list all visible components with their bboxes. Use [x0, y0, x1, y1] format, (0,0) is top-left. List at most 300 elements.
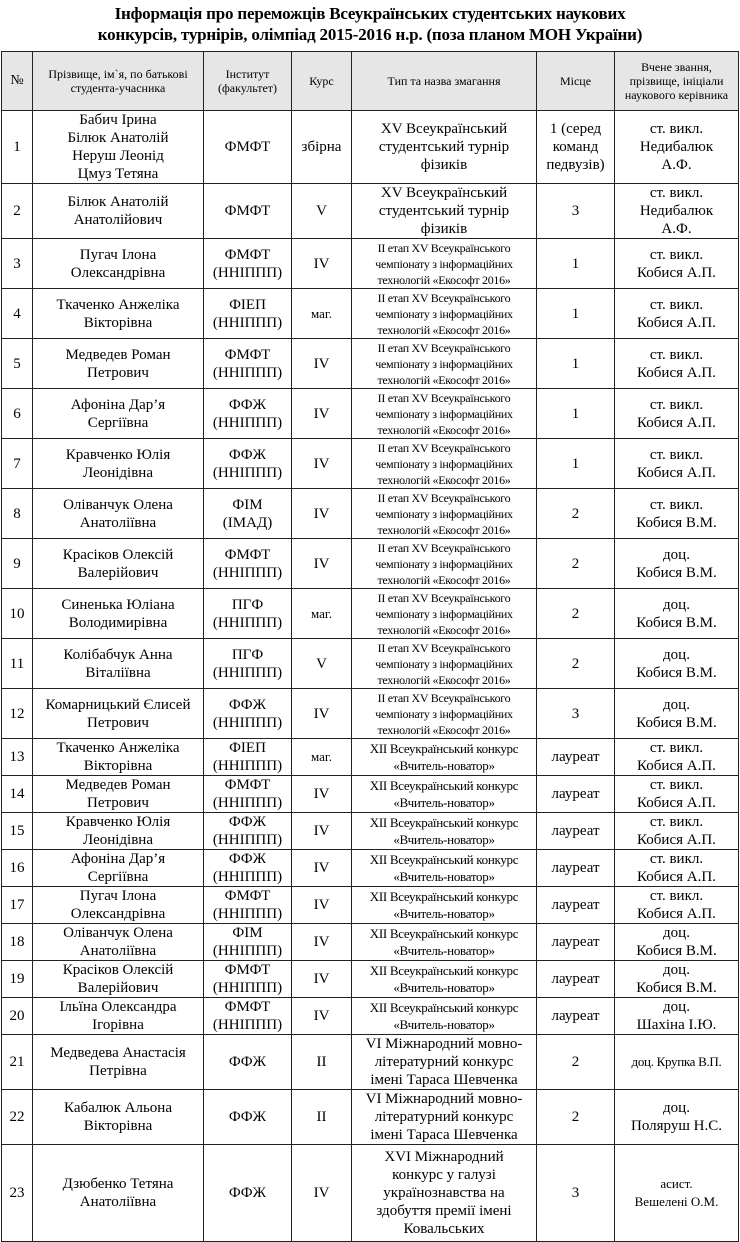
institute — [204, 184, 292, 239]
competition-line: технологій «Екософт 2016» — [377, 572, 511, 587]
competition-line: II етап XV Всеукраїнського — [377, 640, 511, 655]
competition-line: XV Всеукраїнський — [380, 121, 508, 137]
row-number: 5 — [2, 339, 33, 389]
student-name-line: Володимирівна — [68, 614, 168, 631]
supervisor-line: ст. викл. — [649, 185, 704, 201]
student-name — [33, 184, 204, 239]
competition-line: технологій «Екософт 2016» — [377, 422, 511, 437]
institute-line: ФМФТ — [224, 962, 271, 978]
student-name — [33, 1090, 204, 1145]
competition-line: II етап XV Всеукраїнського — [377, 340, 511, 355]
supervisor-line: Шахіна І.Ю. — [636, 1017, 717, 1033]
institute-line: (ННІППП) — [212, 414, 283, 431]
institute — [204, 924, 292, 961]
student-name-line: Білюк Анатолій — [67, 194, 169, 210]
competition-line: «Вчитель-новатор» — [393, 832, 495, 847]
place-line: лауреат — [551, 860, 600, 876]
supervisor — [615, 776, 739, 813]
institute-line: (ННІППП) — [212, 795, 283, 811]
institute — [204, 639, 292, 689]
course: IV — [292, 389, 352, 439]
competition — [352, 339, 537, 389]
table-row — [2, 539, 739, 589]
competition-line: «Вчитель-новатор» — [393, 795, 495, 810]
institute — [204, 389, 292, 439]
supervisor — [615, 639, 739, 689]
competition-line: фізиків — [420, 221, 468, 237]
student-name-line: Анатоліївна — [79, 514, 157, 531]
student-name-line: Афоніна Дар’я — [70, 396, 166, 413]
row-number: 16 — [2, 850, 33, 887]
student-name-line: Кабалюк Альона — [64, 1100, 172, 1116]
student-name-line: Ткаченко Анжеліка — [56, 740, 180, 756]
institute-line: ФФЖ — [228, 851, 267, 867]
table-body — [2, 111, 739, 1242]
student-name-line: Петрович — [87, 364, 149, 381]
row-number: 10 — [2, 589, 33, 639]
competition-line: чемпіонату з інформаційних — [375, 256, 513, 271]
supervisor-line: доц. — [663, 646, 690, 663]
row-number: 15 — [2, 813, 33, 850]
institute-line: (ННІППП) — [212, 364, 283, 381]
place — [537, 439, 615, 489]
student-name-line: Ткаченко Анжеліка — [56, 296, 180, 313]
student-name — [33, 539, 204, 589]
supervisor-line: Кобися В.М. — [636, 943, 717, 959]
competition-line: технологій «Екософт 2016» — [377, 722, 511, 737]
place-line: лауреат — [551, 786, 600, 802]
row-number: 4 — [2, 289, 33, 339]
institute — [204, 689, 292, 739]
place — [537, 389, 615, 439]
place — [537, 1035, 615, 1090]
student-name — [33, 887, 204, 924]
student-name — [33, 439, 204, 489]
institute-line: (ННІППП) — [212, 832, 283, 848]
supervisor-line: ст. викл. — [649, 888, 704, 904]
competition-line: чемпіонату з інформаційних — [375, 406, 513, 421]
supervisor-line: Кобися А.П. — [637, 264, 716, 281]
institute — [204, 1035, 292, 1090]
competition — [352, 589, 537, 639]
student-name-line: Віталіївна — [85, 664, 151, 681]
row-number: 1 — [2, 111, 33, 184]
institute — [204, 850, 292, 887]
institute — [204, 339, 292, 389]
institute-line: ФМФТ — [224, 888, 271, 904]
place-line: лауреат — [551, 934, 600, 950]
competition-line: чемпіонату з інформаційних — [375, 356, 513, 371]
competition — [352, 289, 537, 339]
competition — [352, 1145, 537, 1242]
institute-line: (ННІППП) — [212, 758, 283, 774]
supervisor-line: Кобися А.П. — [637, 869, 716, 885]
competition-line: студентський турнір — [378, 139, 510, 155]
supervisor — [615, 998, 739, 1035]
place-line: лауреат — [551, 749, 600, 765]
supervisor — [615, 813, 739, 850]
supervisor-line: Кобися А.П. — [637, 758, 716, 774]
institute-line: ПГФ — [231, 596, 264, 613]
place-line: лауреат — [551, 823, 600, 839]
place-line: 1 — [571, 455, 580, 472]
institute-line: ФФЖ — [228, 396, 267, 413]
supervisor-line: доц. — [663, 696, 690, 713]
title-line-2: конкурсів, турнірів, олімпіад 2015-2016 н.р. (поза планом МОН України) — [97, 25, 643, 44]
supervisor-line: Кобися В.М. — [636, 664, 717, 681]
institute-line: ФІМ — [232, 925, 263, 941]
place-line: педвузів) — [546, 157, 605, 173]
institute-line: ФФЖ — [228, 1054, 267, 1070]
place — [537, 887, 615, 924]
row-number: 19 — [2, 961, 33, 998]
supervisor-line: доц. — [663, 962, 690, 978]
competition-line: XII Всеукраїнський конкурс — [369, 852, 519, 867]
competition — [352, 439, 537, 489]
student-name-line: Афоніна Дар’я — [70, 851, 166, 867]
header-competition: Тип та назва змагання — [352, 52, 537, 111]
student-name — [33, 111, 204, 184]
student-name — [33, 489, 204, 539]
institute — [204, 1145, 292, 1242]
student-name-line: Комарницький Єлисей — [45, 696, 191, 713]
student-name — [33, 924, 204, 961]
competition-line: XVI Міжнародний — [384, 1149, 504, 1165]
supervisor-line: ст. викл. — [649, 246, 704, 263]
course: IV — [292, 539, 352, 589]
supervisor-line: Кобися А.П. — [637, 364, 716, 381]
supervisor-line: Кобися А.П. — [637, 832, 716, 848]
row-number: 3 — [2, 239, 33, 289]
supervisor-line: асист. — [660, 1176, 693, 1191]
competition-line: XII Всеукраїнський конкурс — [369, 926, 519, 941]
competition-line: VI Міжнародний мовно- — [365, 1036, 523, 1052]
table-row — [2, 1090, 739, 1145]
competition-line: «Вчитель-новатор» — [393, 980, 495, 995]
supervisor-line: А.Ф. — [661, 157, 692, 173]
competition — [352, 998, 537, 1035]
student-name-line: Кравченко Юлія — [65, 814, 171, 830]
competition-line: II етап XV Всеукраїнського — [377, 290, 511, 305]
student-name-line: Петрівна — [89, 1063, 147, 1079]
competition — [352, 887, 537, 924]
supervisor-line: Недибалюк — [639, 203, 714, 219]
row-number: 22 — [2, 1090, 33, 1145]
row-number: 23 — [2, 1145, 33, 1242]
competition-line: конкурс у галузі — [392, 1167, 496, 1183]
table-row — [2, 813, 739, 850]
institute-line: ФІМ — [232, 496, 263, 513]
course: IV — [292, 887, 352, 924]
supervisor-line: Кобися В.М. — [636, 614, 717, 631]
institute — [204, 739, 292, 776]
competition — [352, 739, 537, 776]
student-name-line: Ільїна Олександра — [59, 999, 177, 1015]
table-row — [2, 289, 739, 339]
competition-line: чемпіонату з інформаційних — [375, 606, 513, 621]
institute — [204, 489, 292, 539]
row-number: 12 — [2, 689, 33, 739]
place — [537, 850, 615, 887]
competition-line: XII Всеукраїнський конкурс — [369, 963, 519, 978]
place-line: 2 — [571, 1109, 580, 1125]
supervisor-line: ст. викл. — [649, 121, 704, 137]
row-number: 9 — [2, 539, 33, 589]
competition-line: XII Всеукраїнський конкурс — [369, 778, 519, 793]
winners-table — [1, 51, 739, 1242]
supervisor — [615, 111, 739, 184]
competition-line: II етап XV Всеукраїнського — [377, 690, 511, 705]
institute — [204, 239, 292, 289]
institute-line: ФМФТ — [224, 999, 271, 1015]
table-row — [2, 389, 739, 439]
competition-line: імені Тараса Шевченка — [370, 1127, 518, 1143]
competition-line: II етап XV Всеукраїнського — [377, 440, 511, 455]
student-name-line: Медведев Роман — [65, 777, 171, 793]
supervisor-line: Кобися А.П. — [637, 414, 716, 431]
student-name — [33, 776, 204, 813]
competition-line: технологій «Екософт 2016» — [377, 322, 511, 337]
supervisor-line: доц. — [663, 546, 690, 563]
competition-line: «Вчитель-новатор» — [393, 869, 495, 884]
competition-line: II етап XV Всеукраїнського — [377, 240, 511, 255]
place-line: 1 — [571, 405, 580, 422]
competition-line: «Вчитель-новатор» — [393, 758, 495, 773]
student-name-line: Кравченко Юлія — [65, 446, 171, 463]
row-number: 8 — [2, 489, 33, 539]
table-row — [2, 639, 739, 689]
place-line: 3 — [571, 203, 580, 219]
competition — [352, 924, 537, 961]
institute-line: ФМФТ — [224, 246, 271, 263]
place — [537, 739, 615, 776]
supervisor — [615, 924, 739, 961]
supervisor-line: ст. викл. — [649, 296, 704, 313]
student-name-line: Білюк Анатолій — [67, 130, 169, 146]
student-name-line: Вікторівна — [83, 314, 153, 331]
supervisor-line: Кобися В.М. — [636, 714, 717, 731]
place-line: 1 (серед — [549, 121, 602, 137]
competition — [352, 539, 537, 589]
supervisor-line: доц. — [663, 1100, 690, 1116]
table-row — [2, 1145, 739, 1242]
place — [537, 1090, 615, 1145]
student-name — [33, 1035, 204, 1090]
supervisor-line: ст. викл. — [649, 777, 704, 793]
student-name — [33, 961, 204, 998]
supervisor-line: Кобися А.П. — [637, 795, 716, 811]
competition — [352, 1035, 537, 1090]
institute-line: ФФЖ — [228, 446, 267, 463]
row-number: 11 — [2, 639, 33, 689]
institute-line: ФІЕП — [229, 296, 266, 313]
header-supervisor: Вчене звання, прізвище, ініціали наукового керівника — [615, 52, 739, 111]
competition — [352, 489, 537, 539]
institute-line: ФФЖ — [228, 814, 267, 830]
student-name — [33, 589, 204, 639]
institute-line: ПГФ — [231, 646, 264, 663]
supervisor-line: Кобися В.М. — [636, 564, 717, 581]
supervisor-line: Кобися А.П. — [637, 464, 716, 481]
institute-line: (ННІППП) — [212, 264, 283, 281]
place — [537, 639, 615, 689]
course: маг. — [292, 289, 352, 339]
supervisor — [615, 1145, 739, 1242]
place-line: 1 — [571, 255, 580, 272]
student-name-line: Петрович — [87, 714, 149, 731]
institute-line: ФФЖ — [228, 1109, 267, 1125]
supervisor — [615, 961, 739, 998]
student-name-line: Анатоліївна — [79, 1194, 157, 1210]
course: IV — [292, 998, 352, 1035]
competition-line: XII Всеукраїнський конкурс — [369, 741, 519, 756]
competition — [352, 239, 537, 289]
course: IV — [292, 689, 352, 739]
table-row — [2, 739, 739, 776]
row-number: 7 — [2, 439, 33, 489]
place — [537, 589, 615, 639]
place-line: 1 — [571, 355, 580, 372]
student-name-line: Сергіївна — [87, 869, 149, 885]
course: II — [292, 1090, 352, 1145]
table-row — [2, 589, 739, 639]
supervisor-line: А.Ф. — [661, 221, 692, 237]
student-name-line: Вікторівна — [83, 758, 153, 774]
competition-line: чемпіонату з інформаційних — [375, 706, 513, 721]
competition — [352, 850, 537, 887]
place — [537, 961, 615, 998]
institute-line: (ІМАД) — [222, 514, 273, 531]
competition-line: технологій «Екософт 2016» — [377, 522, 511, 537]
competition-line: літературний конкурс — [374, 1109, 514, 1125]
supervisor-line: ст. викл. — [649, 740, 704, 756]
supervisor-line: Поляруш Н.С. — [631, 1118, 722, 1134]
student-name-line: Медведева Анастасія — [50, 1045, 186, 1061]
table-row — [2, 1035, 739, 1090]
institute — [204, 439, 292, 489]
student-name-line: Неруш Леонід — [72, 148, 164, 164]
supervisor-line: доц. Крупка В.П. — [631, 1054, 722, 1069]
student-name-line: Колібабчук Анна — [63, 646, 173, 663]
header-place: Місце — [537, 52, 615, 111]
institute — [204, 539, 292, 589]
competition-line: технологій «Екософт 2016» — [377, 472, 511, 487]
place-line: лауреат — [551, 897, 600, 913]
competition-line: імені Тараса Шевченка — [370, 1072, 518, 1088]
competition-line: студентський турнір — [378, 203, 510, 219]
student-name-line: Красіков Олексій — [62, 546, 174, 563]
competition-line: чемпіонату з інформаційних — [375, 306, 513, 321]
student-name-line: Леонідівна — [83, 832, 153, 848]
row-number: 2 — [2, 184, 33, 239]
supervisor — [615, 389, 739, 439]
student-name — [33, 289, 204, 339]
competition-line: Ковальських — [403, 1221, 485, 1237]
supervisor — [615, 589, 739, 639]
place — [537, 813, 615, 850]
institute-line: (ННІППП) — [212, 464, 283, 481]
header-row — [2, 52, 739, 111]
supervisor — [615, 850, 739, 887]
supervisor — [615, 489, 739, 539]
course: IV — [292, 813, 352, 850]
table-row — [2, 776, 739, 813]
student-name — [33, 998, 204, 1035]
supervisor-line: ст. викл. — [649, 446, 704, 463]
institute-line: (ННІППП) — [212, 980, 283, 996]
institute — [204, 289, 292, 339]
place-line: лауреат — [551, 1008, 600, 1024]
place-line: 1 — [571, 305, 580, 322]
table-row — [2, 850, 739, 887]
institute-line: (ННІППП) — [212, 714, 283, 731]
document-title — [0, 3, 740, 45]
student-name — [33, 689, 204, 739]
institute-line: ФМФТ — [224, 203, 271, 219]
student-name-line: Оліванчук Олена — [63, 925, 173, 941]
place — [537, 239, 615, 289]
institute-line: ФМФТ — [224, 139, 271, 155]
competition — [352, 961, 537, 998]
supervisor-line: Вешелені О.М. — [634, 1194, 719, 1209]
competition — [352, 184, 537, 239]
supervisor-line: ст. викл. — [649, 851, 704, 867]
header-course: Курс — [292, 52, 352, 111]
course: маг. — [292, 739, 352, 776]
student-name-line: Олександрівна — [70, 906, 166, 922]
supervisor — [615, 887, 739, 924]
competition-line: XII Всеукраїнський конкурс — [369, 889, 519, 904]
competition-line: чемпіонату з інформаційних — [375, 656, 513, 671]
course: IV — [292, 776, 352, 813]
row-number: 21 — [2, 1035, 33, 1090]
institute-line: (ННІППП) — [212, 614, 283, 631]
supervisor-line: Кобися А.П. — [637, 906, 716, 922]
supervisor-line: Кобися А.П. — [637, 314, 716, 331]
student-name — [33, 339, 204, 389]
competition-line: «Вчитель-новатор» — [393, 906, 495, 921]
student-name-line: Анатолійович — [73, 212, 163, 228]
competition-line: XII Всеукраїнський конкурс — [369, 1000, 519, 1015]
supervisor — [615, 339, 739, 389]
institute-line: (ННІППП) — [212, 869, 283, 885]
supervisor — [615, 539, 739, 589]
student-name-line: Анатоліївна — [79, 943, 157, 959]
course: V — [292, 639, 352, 689]
student-name-line: Валерійович — [77, 980, 159, 996]
competition-line: «Вчитель-новатор» — [393, 1017, 495, 1032]
place-line: 2 — [571, 1054, 580, 1070]
row-number: 17 — [2, 887, 33, 924]
place — [537, 184, 615, 239]
supervisor — [615, 689, 739, 739]
row-number: 14 — [2, 776, 33, 813]
competition-line: технологій «Екософт 2016» — [377, 272, 511, 287]
place-line: команд — [552, 139, 599, 155]
student-name — [33, 1145, 204, 1242]
institute — [204, 813, 292, 850]
place — [537, 339, 615, 389]
student-name-line: Оліванчук Олена — [63, 496, 173, 513]
place-line: 2 — [571, 605, 580, 622]
institute — [204, 998, 292, 1035]
table-row — [2, 239, 739, 289]
course: IV — [292, 339, 352, 389]
student-name-line: Красіков Олексій — [62, 962, 174, 978]
student-name-line: Пугач Ілона — [79, 246, 157, 263]
row-number: 6 — [2, 389, 33, 439]
supervisor — [615, 1035, 739, 1090]
